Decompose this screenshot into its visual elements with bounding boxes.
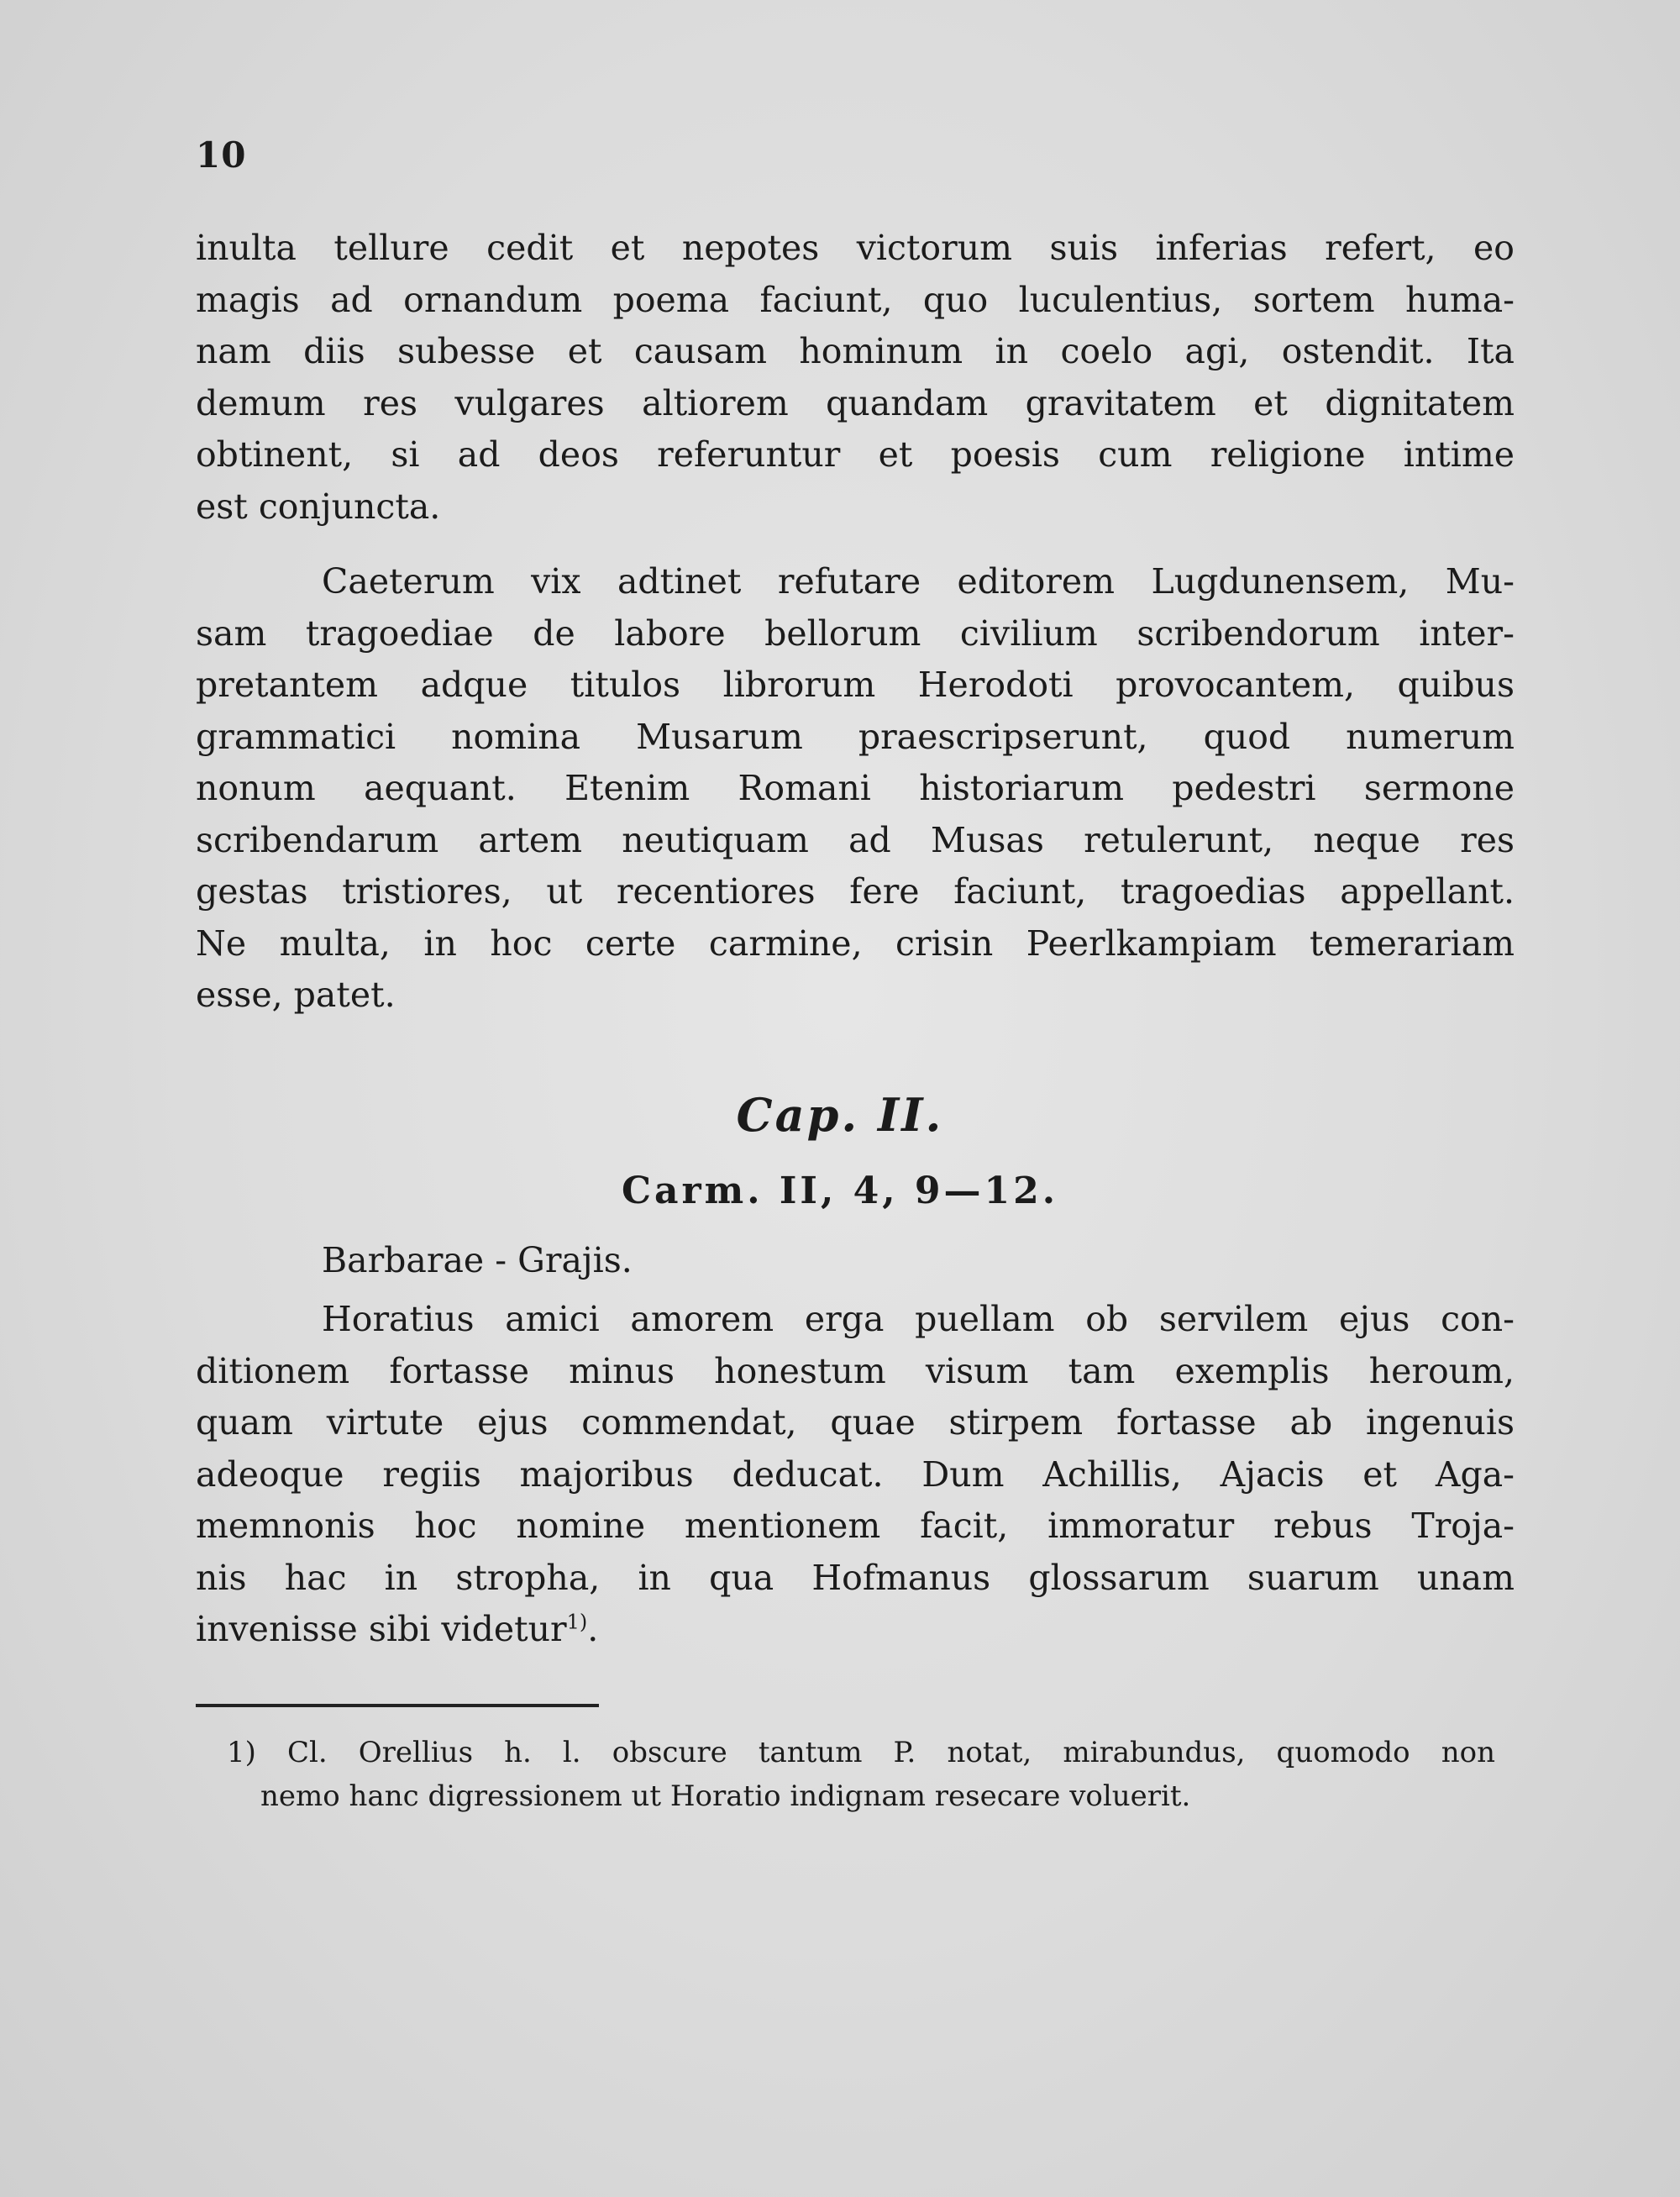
page-number: 10 — [196, 134, 247, 176]
text-line-with-note: invenisse sibi videtur$^{1)}$. — [196, 1609, 599, 1649]
poem-title: Barbarae - Grajis. — [322, 1240, 633, 1280]
text-line: esse, patet. — [196, 975, 396, 1015]
text-line: invenisse sibi videtur — [196, 1609, 567, 1649]
footnote-line: 1) Cl. Orellius h. l. obscure tantum P. notat, mirabundus, quomodo non — [227, 1736, 1495, 1769]
footnote-line: nemo hanc digressionem ut Horatio indignam resecare voluerit. — [260, 1779, 1191, 1813]
footnote-divider — [196, 1704, 599, 1707]
text-line: obtinent, si ad deos referuntur et poesis cum religione intime — [196, 434, 1515, 475]
text-line: magis ad ornandum poema faciunt, quo luculentius, sortem huma- — [196, 279, 1515, 320]
text-line: Horatius amici amorem erga puellam ob servilem ejus con- — [322, 1299, 1515, 1339]
footnote-marker: 1) — [566, 1610, 588, 1634]
text-line: est conjuncta. — [196, 486, 441, 527]
text-line: nam diis subesse et causam hominum in coelo agi, ostendit. Ita — [196, 331, 1515, 371]
text-line: Ne multa, in hoc certe carmine, crisin Peerlkampiam temerariam — [196, 922, 1515, 964]
text-line: Caeterum vix adtinet refutare editorem Lugdunensem, Mu- — [322, 561, 1515, 602]
text-line: demum res vulgares altiorem quandam gravitatem et dignitatem — [196, 382, 1515, 423]
paragraph-horatius — [196, 1294, 1515, 1656]
text-line: nis hac in stropha, in qua Hofmanus glossarum suarum unam — [196, 1557, 1515, 1598]
text-line: ditionem fortasse minus honestum visum tam exemplis heroum, — [196, 1350, 1515, 1391]
text-line: nonum aequant. Etenim Romani historiarum pedestri sermone — [196, 768, 1515, 808]
text-line: scribendarum artem neutiquam ad Musas retulerunt, neque res — [196, 819, 1515, 860]
chapter-heading: Cap. II. — [736, 1088, 944, 1142]
paragraph-caeterum — [196, 556, 1515, 1022]
text-line: inulta tellure cedit et nepotes victorum suis inferias refert, eo — [196, 228, 1515, 268]
text-line: quam virtute ejus commendat, quae stirpem fortasse ab ingenuis — [196, 1402, 1515, 1443]
text-line: pretantem adque titulos librorum Herodoti provocantem, quibus — [196, 665, 1515, 705]
chapter-reference: Carm. II, 4, 9—12. — [621, 1169, 1059, 1212]
footnote — [227, 1731, 1495, 1818]
paragraph-continuation — [196, 223, 1515, 533]
text-line: sam tragoediae de labore bellorum civilium scribendorum inter- — [196, 612, 1515, 654]
text-line: grammatici nomina Musarum praescripserunt, quod numerum — [196, 716, 1515, 757]
text-line: memnonis hoc nomine mentionem facit, immoratur rebus Troja- — [196, 1506, 1515, 1546]
text-line: adeoque regiis majoribus deducat. Dum Achillis, Ajacis et Aga- — [196, 1453, 1515, 1495]
text-line: gestas tristiores, ut recentiores fere faciunt, tragoedias appellant. — [196, 871, 1515, 912]
